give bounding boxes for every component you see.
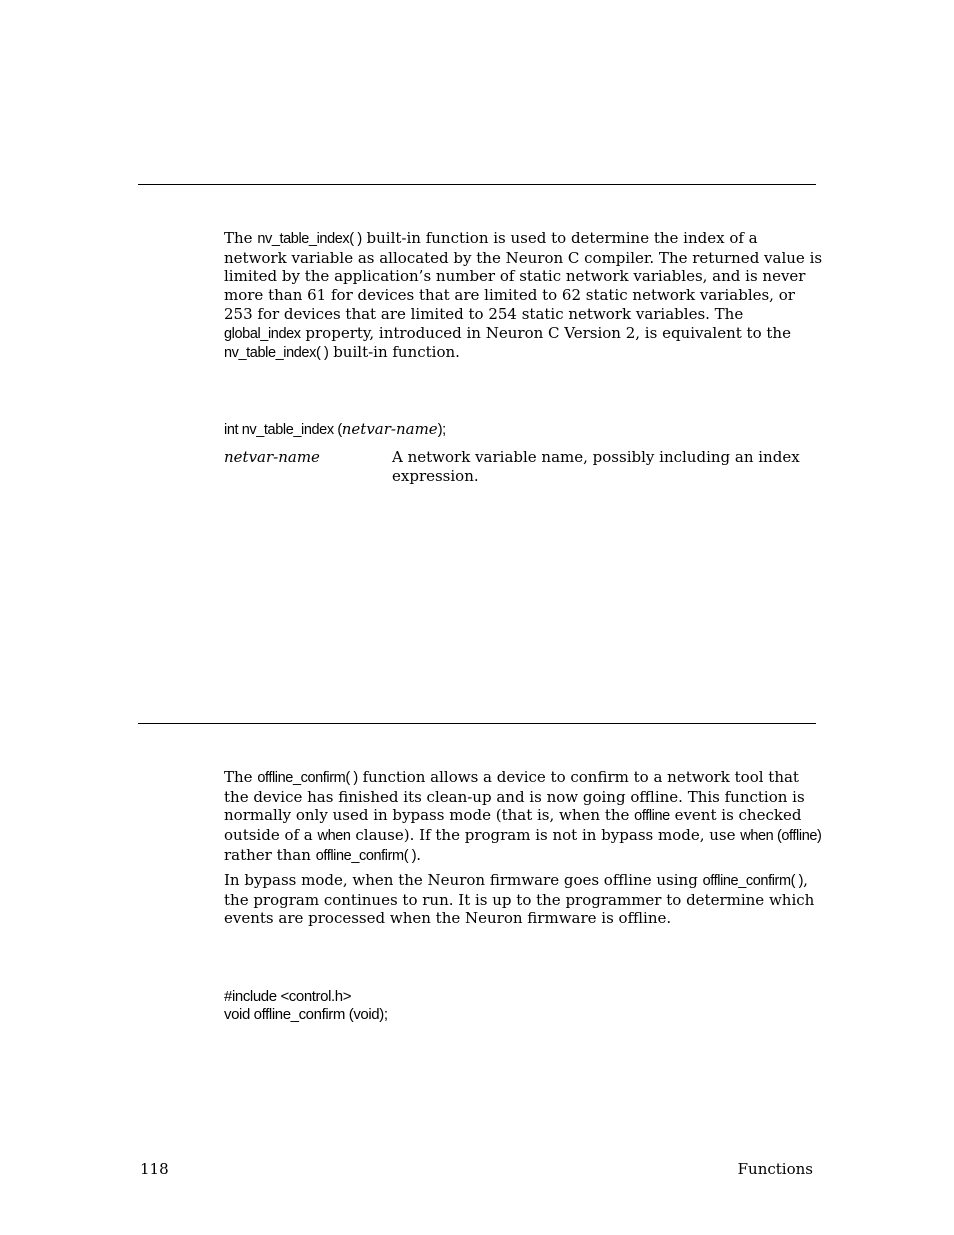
text: function allows a device to confirm to a network tool that the device has finished its clean-up and is now going offline. This function is normally only used in bypass mode (that is, when the bbox=[224, 768, 805, 825]
param-description: A network variable name, possibly including an index expression. bbox=[392, 448, 800, 485]
offline-confirm-bypass-description bbox=[224, 871, 824, 928]
code-when-offline: when (offline) bbox=[740, 828, 822, 845]
text: built-in function is used to determine the index of a network variable as allocated by the Neuron C compiler. The returned value is limited by the application’s number of static network variables, and is never more than 61 for devices that are limited to 62 static network variables, or 253 for devices that are limited to 254 static network variables. The bbox=[224, 229, 823, 323]
text: The bbox=[224, 229, 258, 247]
param-name: netvar-name bbox=[224, 448, 320, 466]
syntax-suffix: ); bbox=[437, 422, 446, 438]
text: built-in function. bbox=[328, 343, 460, 362]
section-rule-top bbox=[138, 184, 816, 185]
code-offline: offline bbox=[634, 808, 670, 825]
text: . bbox=[416, 845, 421, 864]
code-nv-table-index: nv_table_index( ) bbox=[257, 231, 362, 247]
code-offline-confirm: offline_confirm( ) bbox=[702, 873, 804, 889]
offline-confirm-description bbox=[224, 768, 824, 866]
text: The bbox=[224, 768, 258, 786]
text: , the program continues to run. It is up to the programmer to determine which events are processed when the Neuron firmware is offline. bbox=[224, 871, 815, 928]
code-global-index: global_index bbox=[224, 325, 301, 342]
text: In bypass mode, when the Neuron firmware goes offline using bbox=[224, 871, 703, 889]
page-number: 118 bbox=[140, 1160, 169, 1178]
text: clause). If the program is not in bypass mode, use bbox=[350, 826, 741, 845]
section-rule-middle bbox=[138, 723, 816, 724]
offline-confirm-syntax-include: #include <control.h> bbox=[224, 988, 352, 1005]
text: rather than bbox=[224, 845, 316, 864]
text: property, introduced in Neuron C Version 2, is equivalent to the bbox=[300, 323, 791, 342]
code-nv-table-index: nv_table_index( ) bbox=[224, 345, 329, 362]
nv-table-index-syntax bbox=[224, 420, 446, 440]
code-offline-confirm: offline_confirm( ) bbox=[315, 847, 417, 864]
nv-table-index-description bbox=[224, 229, 824, 363]
text: event is checked outside of a bbox=[224, 806, 802, 845]
offline-confirm-syntax-declaration: void offline_confirm (void); bbox=[224, 1006, 388, 1023]
syntax-param: netvar-name bbox=[341, 420, 438, 438]
footer-section-title: Functions bbox=[737, 1160, 813, 1178]
code-when: when bbox=[317, 828, 351, 845]
syntax-prefix: int nv_table_index ( bbox=[224, 422, 342, 438]
code-offline-confirm: offline_confirm( ) bbox=[257, 770, 358, 786]
